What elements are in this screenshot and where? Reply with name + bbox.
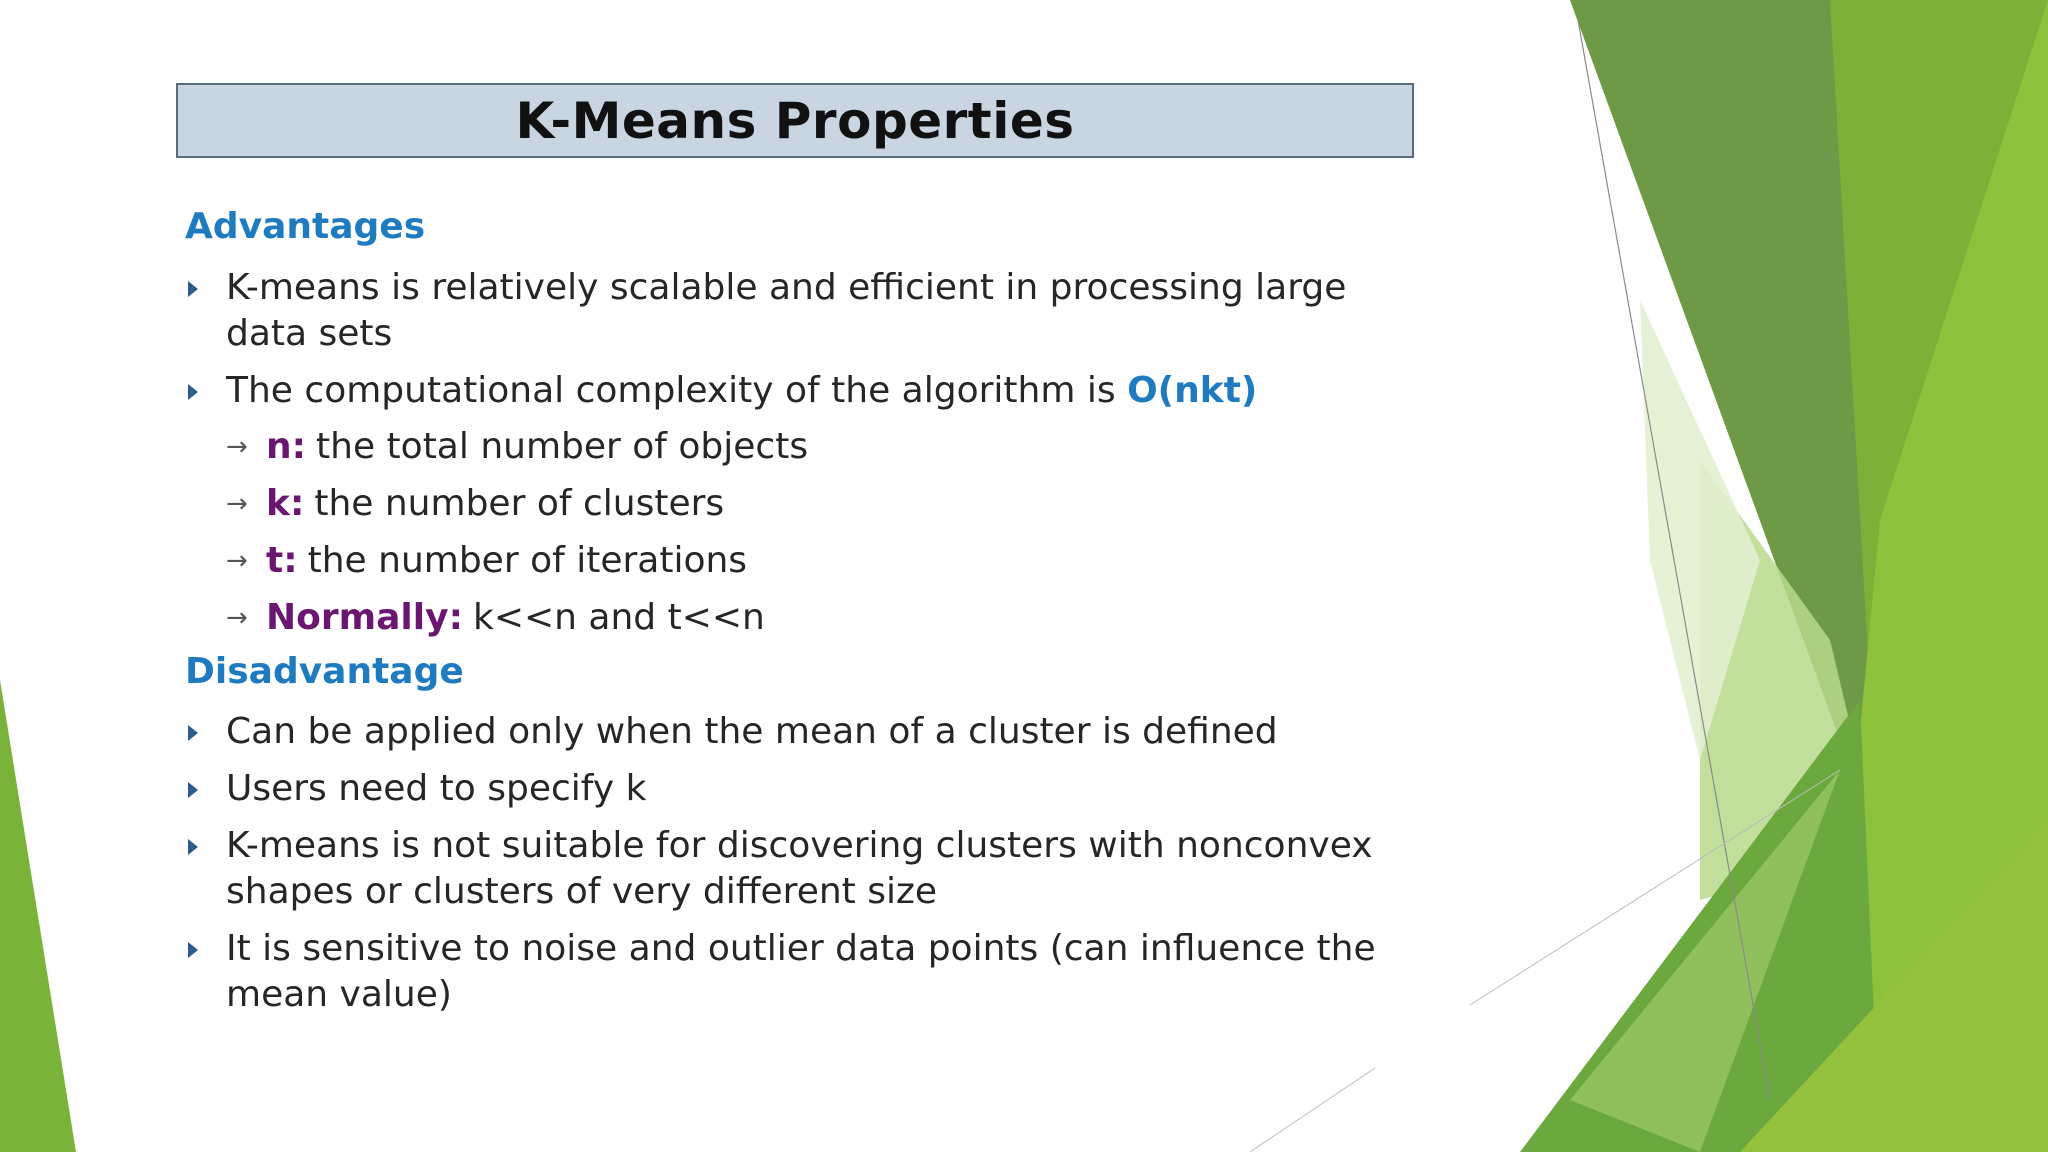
advantages-heading: Advantages xyxy=(185,206,426,247)
complexity-term-n xyxy=(226,424,808,470)
slide-title: K-Means Properties xyxy=(515,91,1075,150)
complexity-label: The computational complexity of the algorithm is xyxy=(226,370,1128,411)
advantage-text: K-means is relatively scalable and efficient in processing large data sets xyxy=(226,267,1347,354)
triangle-right-icon xyxy=(188,725,198,741)
advantage-item xyxy=(188,265,1426,357)
triangle-right-icon xyxy=(188,942,198,958)
term-key: Normally: xyxy=(266,597,463,638)
title-box xyxy=(176,83,1414,158)
arrow-right-icon: → xyxy=(226,546,248,576)
disadvantage-item xyxy=(188,823,1436,915)
term-key: k: xyxy=(266,483,305,524)
arrow-right-icon: → xyxy=(226,432,248,462)
complexity-term-t xyxy=(226,538,747,584)
disadvantage-text: Can be applied only when the mean of a cluster is defined xyxy=(226,711,1278,752)
arrow-right-icon: → xyxy=(226,489,248,519)
disadvantage-text: K-means is not suitable for discovering clusters with nonconvex shapes or clusters of very different size xyxy=(226,825,1373,912)
disadvantage-text: Users need to specify k xyxy=(226,768,647,809)
term-text: k<<n and t<<n xyxy=(472,597,765,638)
disadvantages-heading: Disadvantage xyxy=(185,651,464,692)
term-key: t: xyxy=(266,540,298,581)
decor-line xyxy=(1250,1068,1375,1152)
complexity-text xyxy=(226,368,1426,414)
disadvantage-item xyxy=(188,709,1426,755)
complexity-term-normally xyxy=(226,595,765,641)
arrow-right-icon: → xyxy=(226,603,248,633)
complexity-item xyxy=(188,368,1426,414)
term-text: the number of iterations xyxy=(307,540,748,581)
complexity-highlight: O(nkt) xyxy=(1127,370,1258,411)
triangle-right-icon xyxy=(188,384,198,400)
disadvantage-item xyxy=(188,926,1436,1018)
disadvantage-item xyxy=(188,766,1426,812)
triangle-right-icon xyxy=(188,839,198,855)
triangle-right-icon xyxy=(188,281,198,297)
left-green-shape xyxy=(0,680,76,1152)
disadvantage-text: It is sensitive to noise and outlier data points (can influence the mean value) xyxy=(226,928,1376,1015)
term-text: the number of clusters xyxy=(314,483,725,524)
term-text: the total number of objects xyxy=(316,426,809,467)
triangle-right-icon xyxy=(188,782,198,798)
complexity-term-k xyxy=(226,481,724,527)
term-key: n: xyxy=(266,426,307,467)
